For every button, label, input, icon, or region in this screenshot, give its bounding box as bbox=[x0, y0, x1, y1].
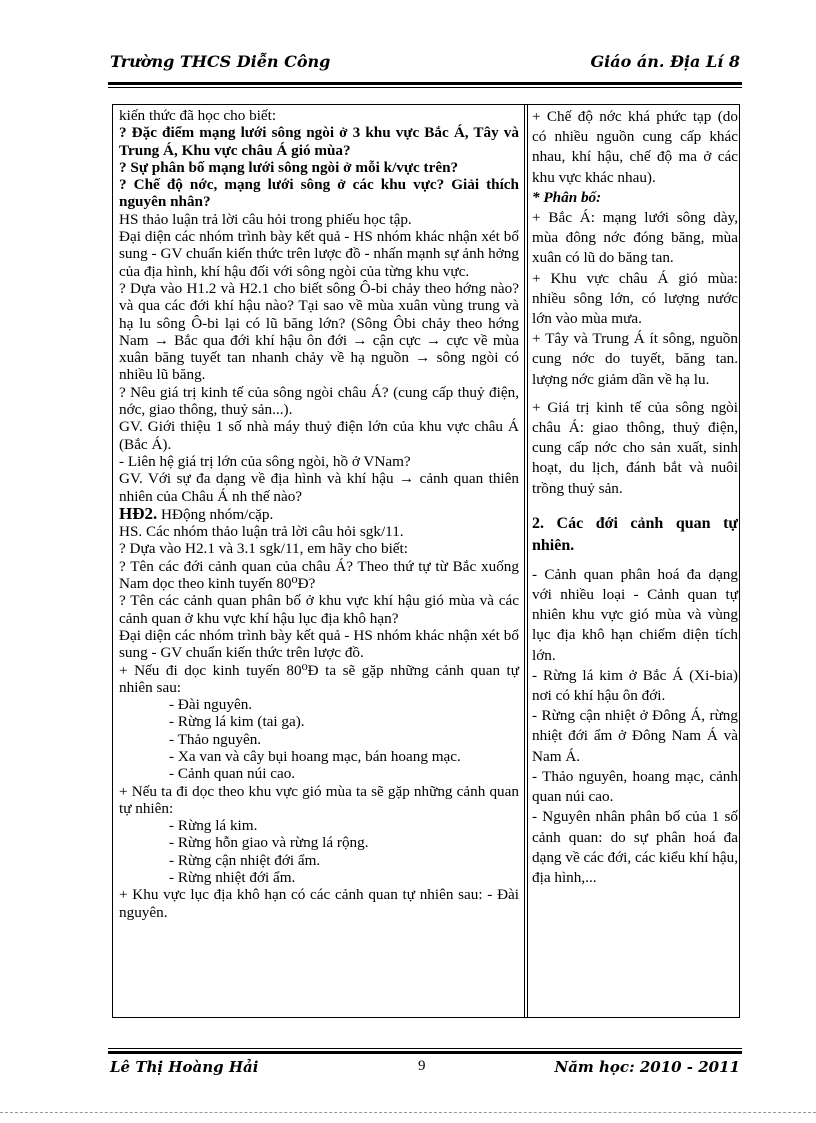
distribution-heading: * Phân bố: bbox=[532, 188, 602, 206]
left-text: + Nếu ta đi dọc theo khu vực gió mùa ta sẽ gặp những cảnh quan tự nhiên: bbox=[119, 782, 519, 817]
content-text: - Nguyên nhân phân bố của 1 số cảnh quan: do sự phân hoá đa dạng về các đới, các kiểu khí hậu, địa hình,... bbox=[532, 808, 738, 886]
column-divider bbox=[524, 105, 525, 1017]
content-text: + Bắc Á: mạng lưới sông dày, mùa đông nớc đóng băng, mùa xuân có lũ do băng tan. bbox=[532, 209, 738, 267]
list-item: - Rừng lá kim. bbox=[169, 817, 258, 835]
list-item: - Rừng lá kim (tai ga). bbox=[169, 713, 305, 731]
activity-2-label: HĐ2. bbox=[119, 503, 158, 523]
header-rule bbox=[108, 82, 742, 85]
author-name: Lê Thị Hoàng Hải bbox=[110, 1058, 259, 1076]
question: ? Dựa vào H2.1 và 3.1 sgk/11, em hãy cho biết: bbox=[119, 540, 408, 558]
left-text: kiến thức đã học cho biết: bbox=[119, 107, 277, 124]
content-text: + Chế độ nớc khá phức tạp (do có nhiều nguồn cung cấp khác nhau, khí hậu, chế độ ma ở các khu vực khác nhau). bbox=[532, 108, 738, 186]
left-text: GV. Giới thiệu 1 số nhà máy thuỷ điện lớn của khu vực châu Á (Bắc Á). bbox=[119, 418, 519, 453]
left-text: HS. Các nhóm thảo luận trả lời câu hỏi sgk/11. bbox=[119, 523, 404, 541]
content-text: + Tây và Trung Á ít sông, nguồn cung nớc do tuyết, băng tan. lượng nớc giảm dần về hạ lu. bbox=[532, 330, 738, 388]
question: ? Tên các cảnh quan phân bố ở khu vực khí hậu gió mùa và các cảnh quan ở khu vực khí hậu lục địa khô hạn? bbox=[119, 592, 519, 627]
content-text: + Khu vực châu Á gió mùa: nhiều sông lớn, có lượng nước lớn vào mùa mưa. bbox=[532, 269, 738, 328]
footer-rule-thin bbox=[108, 1048, 742, 1049]
footer-rule bbox=[108, 1051, 742, 1054]
list-item: - Rừng nhiệt đới ẩm. bbox=[169, 869, 296, 887]
header-rule-thin bbox=[108, 87, 742, 88]
content-text: - Cảnh quan phân hoá đa dạng với nhiều loại - Cảnh quan tự nhiên khu vực gió mùa và vùng lục địa khô hạn chiếm diện tích lớn. bbox=[532, 565, 738, 664]
list-item: - Thảo nguyên. bbox=[169, 730, 262, 748]
lesson-table bbox=[112, 104, 740, 1018]
page-number: 9 bbox=[418, 1058, 426, 1074]
left-text: HS thảo luận trả lời câu hỏi trong phiếu học tập. bbox=[119, 210, 412, 228]
left-text: + Khu vực lục địa khô hạn có các cảnh quan tự nhiên sau: - Đài nguyên. bbox=[119, 886, 519, 921]
content-text: + Giá trị kinh tế của sông ngòi châu Á: giao thông, thuỷ điện, cung cấp nớc cho sản xuất, sinh hoạt, du lịch, đánh bắt và nuôi trồng thuỷ sản. bbox=[532, 398, 738, 497]
column-divider-2 bbox=[527, 105, 528, 1017]
page-break-line bbox=[0, 1112, 816, 1113]
left-text: GV. Với sự đa dạng về địa hình và khí hậu → cảnh quan thiên nhiên của Châu Á nh thế nào? bbox=[119, 470, 519, 505]
activity-2-text: HĐộng nhóm/cặp. bbox=[157, 505, 274, 523]
list-item: - Cảnh quan núi cao. bbox=[169, 765, 296, 783]
school-year: Năm học: 2010 - 2011 bbox=[554, 1058, 740, 1076]
activity-2-heading bbox=[119, 505, 519, 523]
question: ? Đặc điểm mạng lưới sông ngòi ở 3 khu vực Bắc Á, Tây và Trung Á, Khu vực châu Á gió mùa? bbox=[119, 124, 519, 159]
page-header bbox=[110, 52, 740, 78]
left-text: + Nếu đi dọc kinh tuyến 80⁰Đ ta sẽ gặp những cảnh quan tự nhiên sau: bbox=[119, 661, 519, 696]
question: ? Tên các đới cảnh quan của châu Á? Theo thứ tự từ Bắc xuống Nam dọc theo kinh tuyến 80⁰Đ? bbox=[119, 557, 519, 593]
left-text: Đại diện các nhóm trình bày kết quả - HS nhóm khác nhận xét bổ sung - GV chuẩn kiến thức trên lược đồ - nhấn mạnh sự ảnh hởng của địa hình, khí hậu đối với sông ngòi của từng khu vực. bbox=[119, 228, 519, 280]
list-item: - Xa van và cây bụi hoang mạc, bán hoang mạc. bbox=[169, 747, 461, 765]
question: ? Dựa vào H1.2 và H2.1 cho biết sông Ô-bi chảy theo hớng nào? và qua các đới khí hậu nào? Tại sao về mùa xuân vùng trung và hạ lu sông Ô-bi lại có lũ băng lớn? (Sông Ôbi chảy theo hớng Nam → Bắc qua đới khí hậu ôn đới → cận cực → cực về mùa xuân băng tuyết tan nhanh chảy về hạ nguồn → sông ngòi có nhiều lũ băng. bbox=[119, 279, 519, 384]
section-2-title: 2. Các đới cảnh quan tự nhiên. bbox=[532, 514, 738, 554]
content-text: - Rừng lá kim ở Bắc Á (Xi-bia) nơi có khí hậu ôn đới. bbox=[532, 666, 738, 705]
question: ? Sự phân bố mạng lưới sông ngòi ở mỗi k/vực trên? bbox=[119, 158, 459, 176]
question: ? Chế độ nớc, mạng lưới sông ở các khu vực? Giải thích nguyên nhân? bbox=[119, 176, 519, 211]
list-item: - Đài nguyên. bbox=[169, 696, 253, 714]
document-type: Giáo án. Địa Lí 8 bbox=[590, 52, 740, 71]
list-item: - Rừng hỗn giao và rừng lá rộng. bbox=[169, 834, 369, 852]
left-text: - Liên hệ giá trị lớn của sông ngòi, hồ ở VNam? bbox=[119, 452, 411, 470]
school-name: Trường THCS Diễn Công bbox=[110, 52, 331, 71]
page-footer bbox=[110, 1058, 740, 1082]
content-text: - Thảo nguyên, hoang mạc, cảnh quan núi cao. bbox=[532, 767, 738, 806]
left-text: Đại diện các nhóm trình bày kết quả - HS nhóm khác nhận xét bổ sung - GV chuẩn kiến thức trên lược đồ. bbox=[119, 626, 519, 662]
lesson-content bbox=[532, 107, 738, 888]
content-text: - Rừng cận nhiệt ở Đông Á, rừng nhiệt đới ẩm ở Đông Nam Á và Nam Á. bbox=[532, 707, 738, 765]
list-item: - Rừng cận nhiệt đới ẩm. bbox=[169, 851, 321, 869]
question: ? Nêu giá trị kinh tế của sông ngòi châu Á? (cung cấp thuỷ điện, nớc, giao thông, thuỷ sản...). bbox=[119, 383, 519, 419]
teacher-student-activities bbox=[119, 107, 519, 921]
